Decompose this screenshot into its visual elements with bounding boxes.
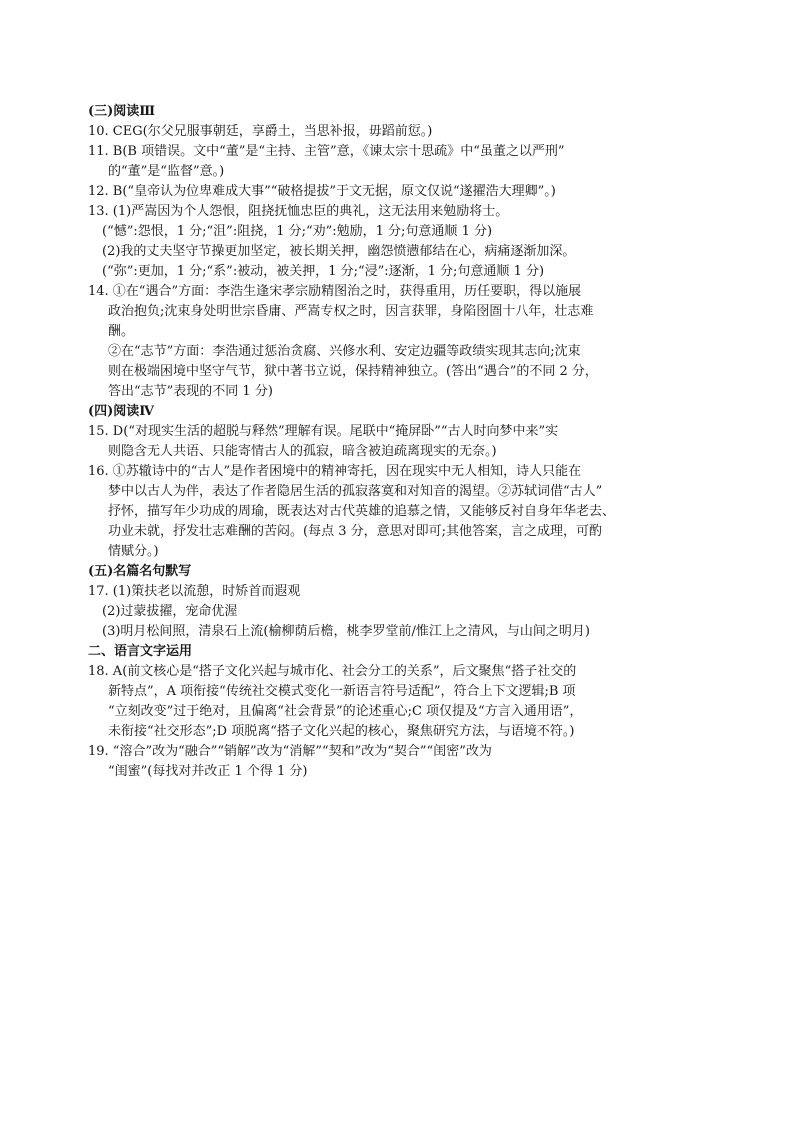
section-heading-reading-4: (四)阅读Ⅳ bbox=[88, 404, 155, 419]
answer-16-cont: 情赋分。) bbox=[108, 544, 159, 559]
answer-13-2: (2)我的丈夫坚守节操更加坚定，被长期关押，幽怨愤懑郁结在心，病痛逐渐加深。 bbox=[102, 244, 576, 259]
answer-10: 10. CEG(尔父兄服事朝廷，享爵土，当思补报，毋蹈前愆。) bbox=[88, 124, 433, 139]
answer-16-cont: 抒怀，描写年少功成的周瑜，既表达对古代英雄的追慕之情，又能够反衬自身年华老去、 bbox=[108, 504, 616, 519]
answer-18: 18. A(前文核心是“搭子文化兴起与城市化、社会分工的关系”，后文聚焦“搭子社交的 bbox=[88, 664, 577, 679]
answer-19-cont: “闺蜜”(每找对并改正 1 个得 1 分) bbox=[108, 764, 308, 779]
answer-11-cont: 的“董”是“监督”意。) bbox=[108, 164, 225, 179]
answer-14-1-cont: 酬。 bbox=[108, 324, 135, 339]
answer-13-2-scoring: (“弥”:更加，1 分;“系”:被动，被关押，1 分;“浸”:逐渐，1 分;句意通顺 1 分) bbox=[102, 264, 545, 279]
answer-14-2-cont: 则在极端困境中坚守气节，狱中著书立说，保持精神独立。(答出“遇合”的不同 2 分， bbox=[108, 364, 598, 379]
answer-18-cont: 新特点”，A 项衔接“传统社交模式变化一新语言符号适配”，符合上下文逻辑;B 项 bbox=[108, 684, 576, 699]
answer-17-2: (2)过蒙拔擢，宠命优渥 bbox=[102, 604, 238, 619]
answer-15-cont: 则隐含无人共语、只能寄情古人的孤寂，暗含被迫疏离现实的无奈。) bbox=[108, 444, 497, 459]
answer-text-block bbox=[88, 102, 720, 782]
answer-13-1: 13. (1)严嵩因为个人怨恨，阻挠抚恤忠臣的典礼，这无法用来勉励将士。 bbox=[88, 204, 509, 219]
answer-16: 16. ①苏辙诗中的“古人”是作者困境中的精神寄托，因在现实中无人相知，诗人只能在 bbox=[88, 464, 582, 479]
answer-15: 15. D(“对现实生活的超脱与释然”理解有误。尾联中“掩屏卧”“古人时向梦中来”实 bbox=[88, 424, 559, 439]
answer-12: 12. B(“皇帝认为位卑难成大事”“破格提拔”于文无据，原文仅说“遂擢浩大理卿”。) bbox=[88, 184, 556, 199]
answer-14-1: 14. ①在“遇合”方面：李浩生逢宋孝宗励精图治之时，获得重用，历任要职，得以施展 bbox=[88, 284, 582, 299]
answer-19: 19. “溶合”改为“融合”“销解”改为“消解”“契和”改为“契合”“闺密”改为 bbox=[88, 744, 492, 759]
answer-17-3: (3)明月松间照，清泉石上流(榆柳荫后檐，桃李罗堂前/惟江上之清风，与山间之明月) bbox=[102, 624, 590, 639]
answer-17-1: 17. (1)策扶老以流憩，时矫首而遐观 bbox=[88, 584, 301, 599]
answer-18-cont: “立刻改变”过于绝对，且偏离“社会背景”的论述重心;C 项仅提及“方言入通用语”， bbox=[108, 704, 583, 719]
section-heading-dictation: (五)名篇名句默写 bbox=[88, 564, 192, 579]
section-heading-reading-3: (三)阅读Ⅲ bbox=[88, 104, 156, 119]
answer-11: 11. B(B 项错误。文中“董”是“主持、主管”意，《谏太宗十思疏》中“虽董之以严刑” bbox=[88, 144, 565, 159]
answer-16-cont: 梦中以古人为伴，表达了作者隐居生活的孤寂落寞和对知音的渴望。②苏轼词借“古人” bbox=[108, 484, 603, 499]
section-heading-language-use: 二、语言文字运用 bbox=[88, 644, 193, 659]
answer-14-2: ②在“志节”方面：李浩通过惩治贪腐、兴修水利、安定边疆等政绩实现其志向;沈束 bbox=[108, 344, 581, 359]
answer-18-cont: 未衔接“社交形态”;D 项脱离“搭子文化兴起的核心，聚焦研究方法，与语境不符。) bbox=[108, 724, 575, 739]
answer-14-1-cont: 政治抱负;沈束身处明世宗昏庸、严嵩专权之时，因言获罪，身陷囹圄十八年，壮志难 bbox=[108, 304, 594, 319]
answer-16-cont: 功业未就，抒发壮志难酬的苦闷。(每点 3 分，意思对即可;其他答案，言之成理，可酌 bbox=[108, 524, 602, 539]
answer-14-2-cont: 答出“志节”表现的不同 1 分) bbox=[108, 384, 273, 399]
answer-13-1-scoring: (“憾”:怨恨，1 分;“沮”:阻挠，1 分;“劝”:勉励，1 分;句意通顺 1 分) bbox=[102, 224, 493, 239]
